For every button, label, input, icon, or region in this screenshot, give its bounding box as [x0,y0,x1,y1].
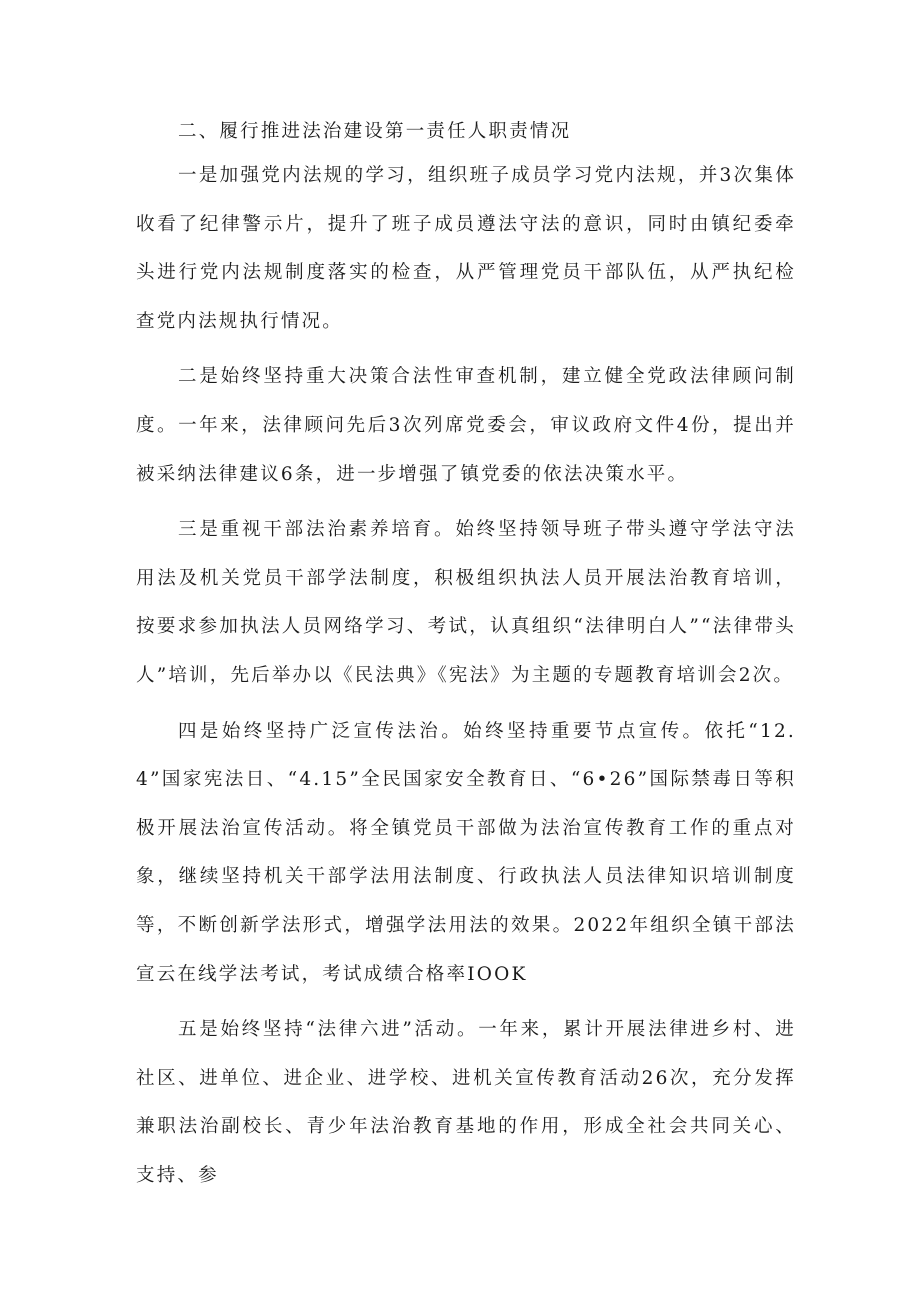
document-body [136,112,796,1207]
section-heading: 二、履行推进法治建设第一责任人职责情况 [178,121,572,142]
paragraph-legality-review: 二是始终坚持重大决策合法性审查机制，建立健全党政法律顾问制度。一年来，法律顾问先后3次列席党委会，审议政府文件4份，提出并被采纳法律建议6条，进一步增强了镇党委的依法决策水平。 [136,366,796,485]
paragraph-legal-publicity: 四是始终坚持广泛宣传法治。始终坚持重要节点宣传。依托“12.4”国家宪法日、“4.15”全民国家安全教育日、“6•26”国际禁毒日等积极开展法治宣传活动。将全镇党员干部做为法治宣传教育工作的重点对象，继续坚持机关干部学法用法制度、行政执法人员法律知识培训制度等，不断创新学法形式，增强学法用法的效果。2022年组织全镇干部法宣云在线学法考试，考试成绩合格率IOOK [136,720,796,985]
paragraph-party-regulations: 一是加强党内法规的学习，组织班子成员学习党内法规，并3次集体收看了纪律警示片，提升了班子成员遵法守法的意识，同时由镇纪委牵头进行党内法规制度落实的检查，从严管理党员干部队伍，从严执纪检查党内法规执行情况。 [136,165,796,332]
paragraph-cadre-training: 三是重视干部法治素养培育。始终坚持领导班子带头遵守学法守法用法及机关党员干部学法制度，积极组织执法人员开展法治教育培训，按要求参加执法人员网络学习、考试，认真组织“法律明白人”“法律带头人”培训，先后举办以《民法典》《宪法》为主题的专题教育培训会2次。 [136,519,796,686]
paragraph-six-entries: 五是始终坚持“法律六进”活动。一年来，累计开展法律进乡村、进社区、进单位、进企业、进学校、进机关宣传教育活动26次，充分发挥兼职法治副校长、青少年法治教育基地的作用，形成全社会共同关心、支持、参 [136,1019,796,1186]
